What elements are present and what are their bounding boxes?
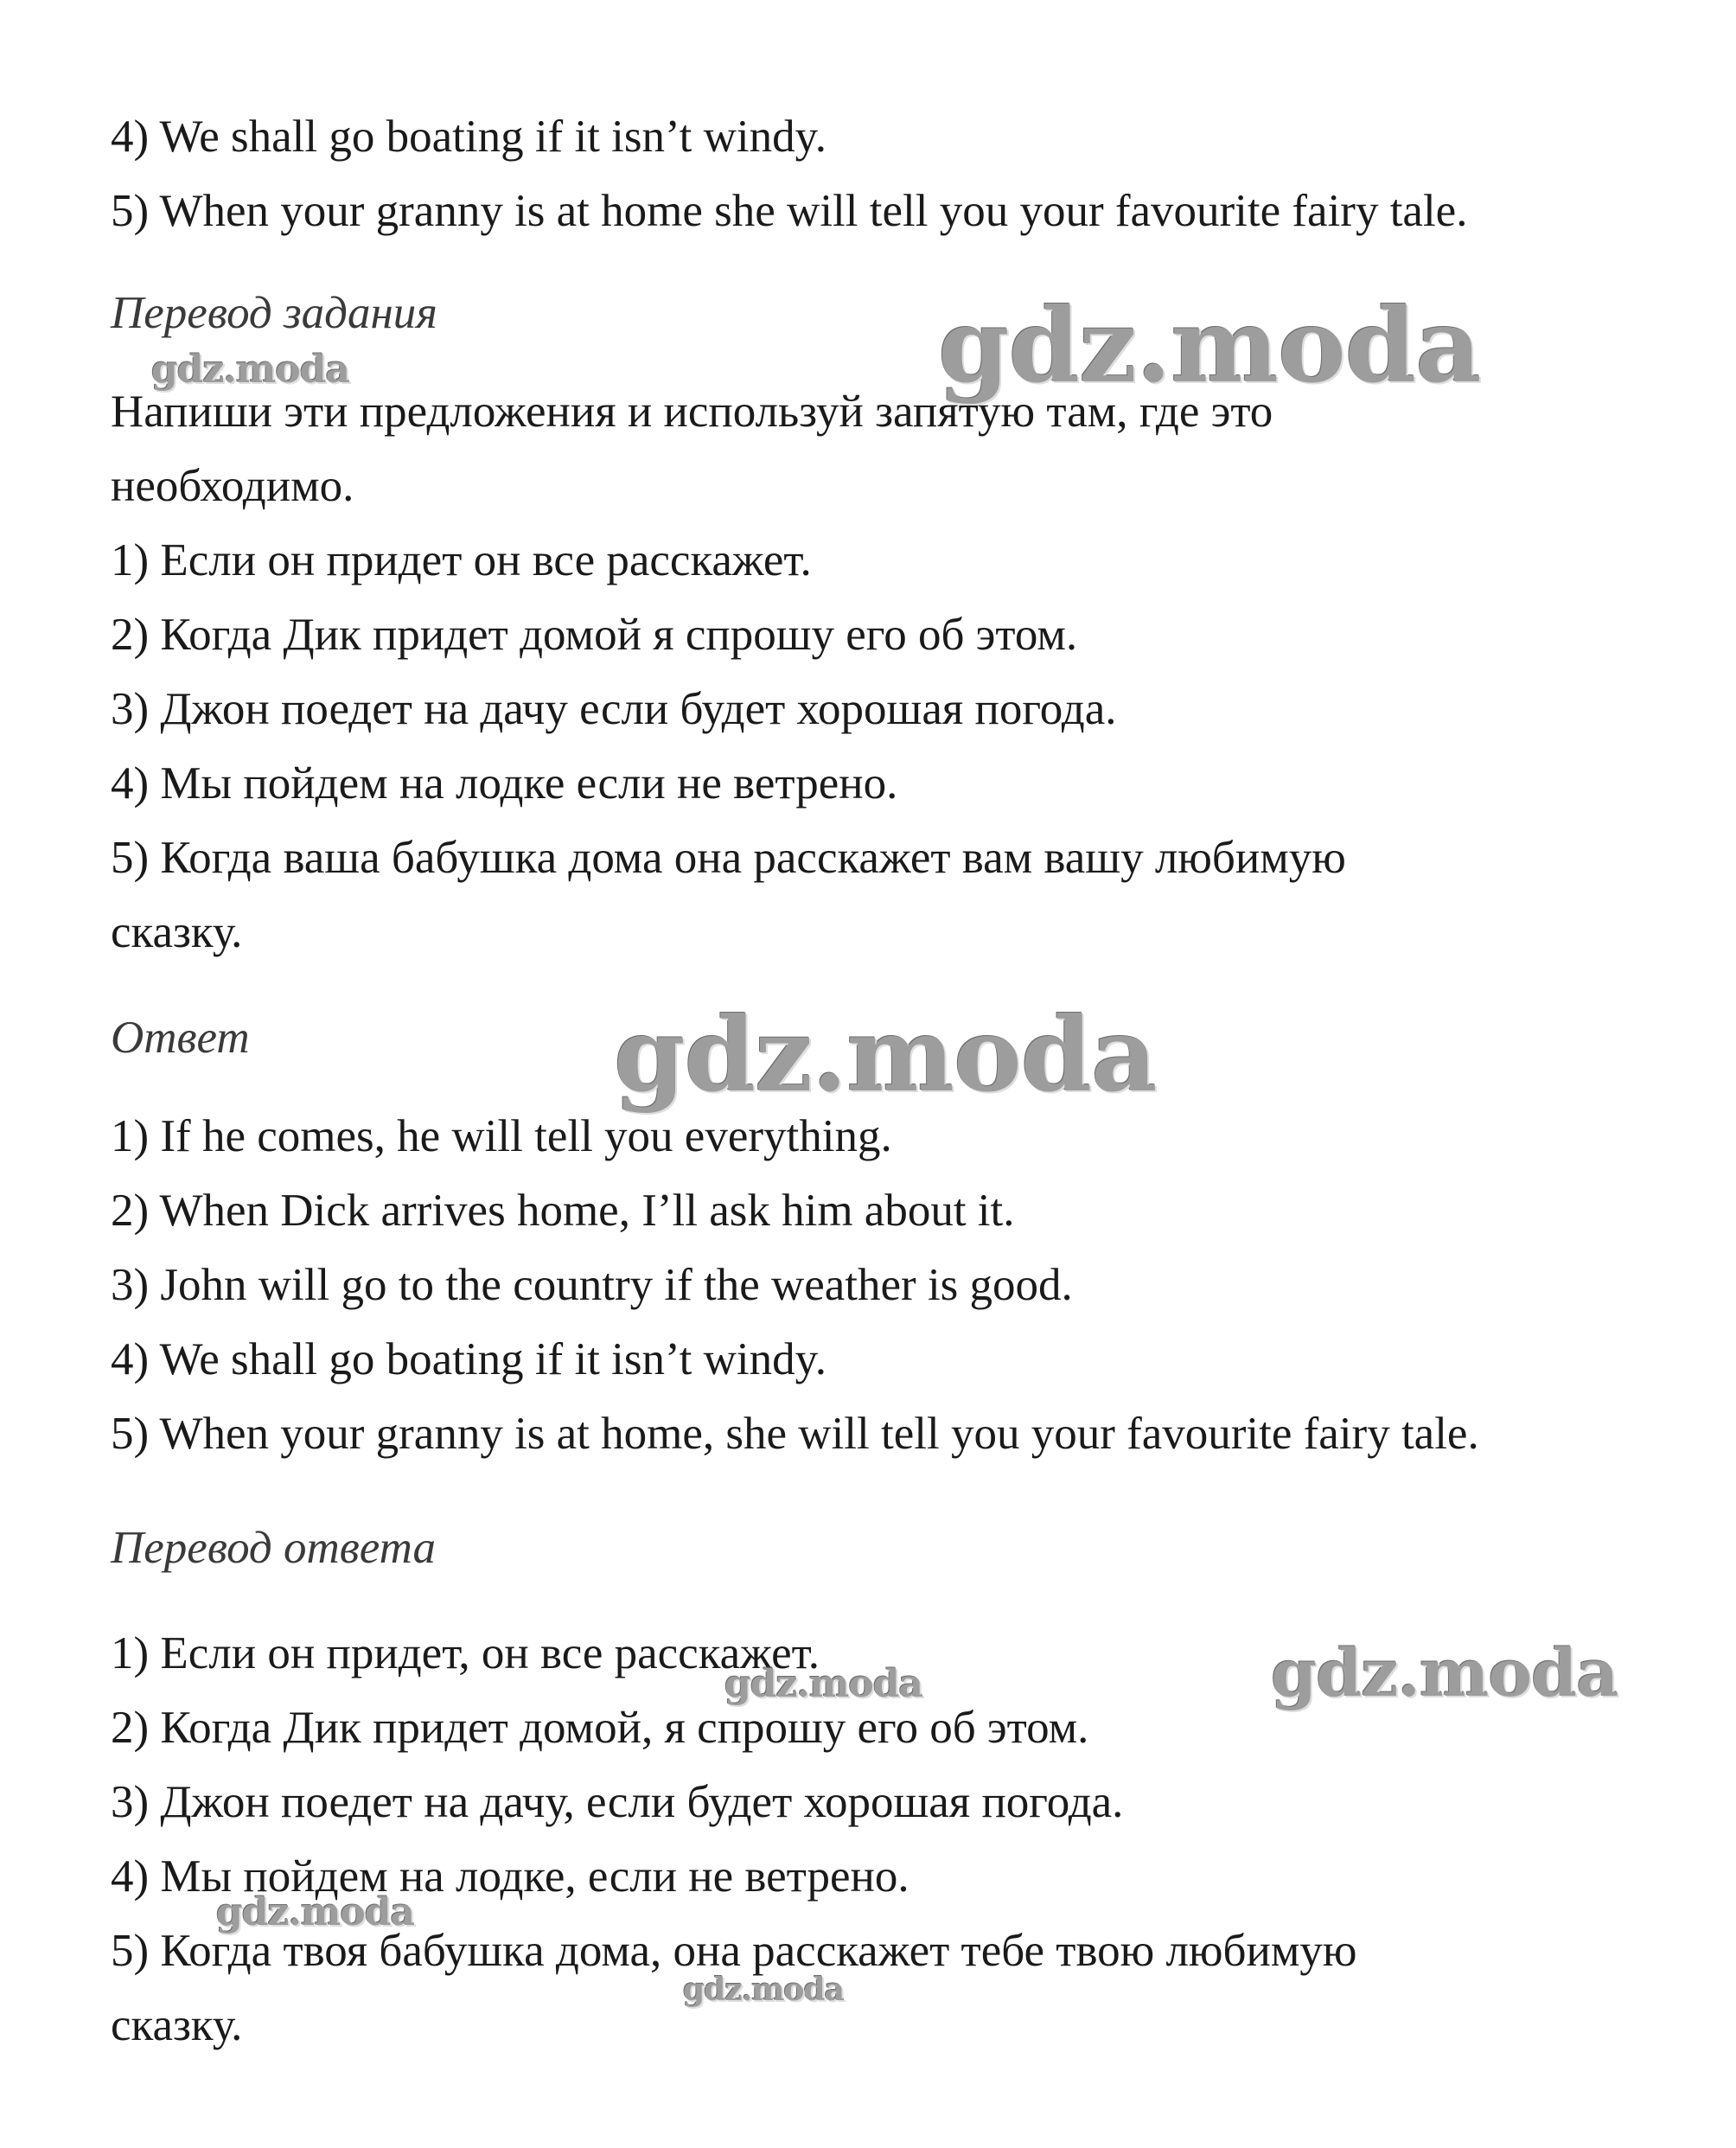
answer-item-4: 4) We shall go boating if it isn’t windy. [111,1334,827,1384]
answer-item-1: 1) If he comes, he will tell you everything. [111,1111,892,1161]
task-item-4: 4) Мы пойдем на лодке если не ветрено. [111,758,898,809]
watermark-logo: gdz.moda [216,1890,415,1934]
watermark-logo: gdz.moda [151,348,350,392]
answer-item-2: 2) When Dick arrives home, I’ll ask him about it. [111,1186,1015,1236]
watermark-logo: gdz.moda [1271,1634,1618,1711]
top-item-4: 4) We shall go boating if it isn’t windy. [111,112,827,162]
task-item-1: 1) Если он придет он все расскажет. [111,535,812,585]
task-item-5-continuation: сказку. [111,907,243,957]
answer-translation-item-5-continuation: сказку. [111,2000,243,2050]
watermark-logo: gdz.moda [614,994,1157,1115]
watermark-logo: gdz.moda [724,1662,923,1706]
answer-translation-item-2: 2) Когда Дик придет домой, я спрошу его об этом. [111,1703,1089,1753]
answer-translation-heading: Перевод ответа [111,1523,437,1573]
watermark-logo: gdz.moda [683,1972,844,2008]
answer-translation-item-5: 5) Когда твоя бабушка дома, она расскажет тебе твою любимую [111,1926,1357,1976]
answer-translation-item-4: 4) Мы пойдем на лодке, если не ветрено. [111,1851,909,1902]
task-item-2: 2) Когда Дик придет домой я спрошу его об этом. [111,610,1078,660]
task-instruction-line-1: Напиши эти предложения и используй запятую там, где это [111,387,1273,437]
task-item-3: 3) Джон поедет на дачу если будет хорошая погода. [111,684,1117,734]
answer-heading: Ответ [111,1013,250,1063]
task-translation-heading: Перевод задания [111,288,437,338]
answer-translation-item-1: 1) Если он придет, он все расскажет. [111,1628,820,1678]
answer-item-5: 5) When your granny is at home, she will tell you your favourite fairy tale. [111,1409,1479,1459]
top-item-5: 5) When your granny is at home she will tell you your favourite fairy tale. [111,186,1468,236]
task-item-5: 5) Когда ваша бабушка дома она расскажет вам вашу любимую [111,833,1346,883]
watermark-logo: gdz.moda [938,285,1481,406]
task-instruction-line-2: необходимо. [111,461,354,511]
answer-item-3: 3) John will go to the country if the weather is good. [111,1260,1073,1310]
answer-translation-item-3: 3) Джон поедет на дачу, если будет хорошая погода. [111,1777,1124,1827]
